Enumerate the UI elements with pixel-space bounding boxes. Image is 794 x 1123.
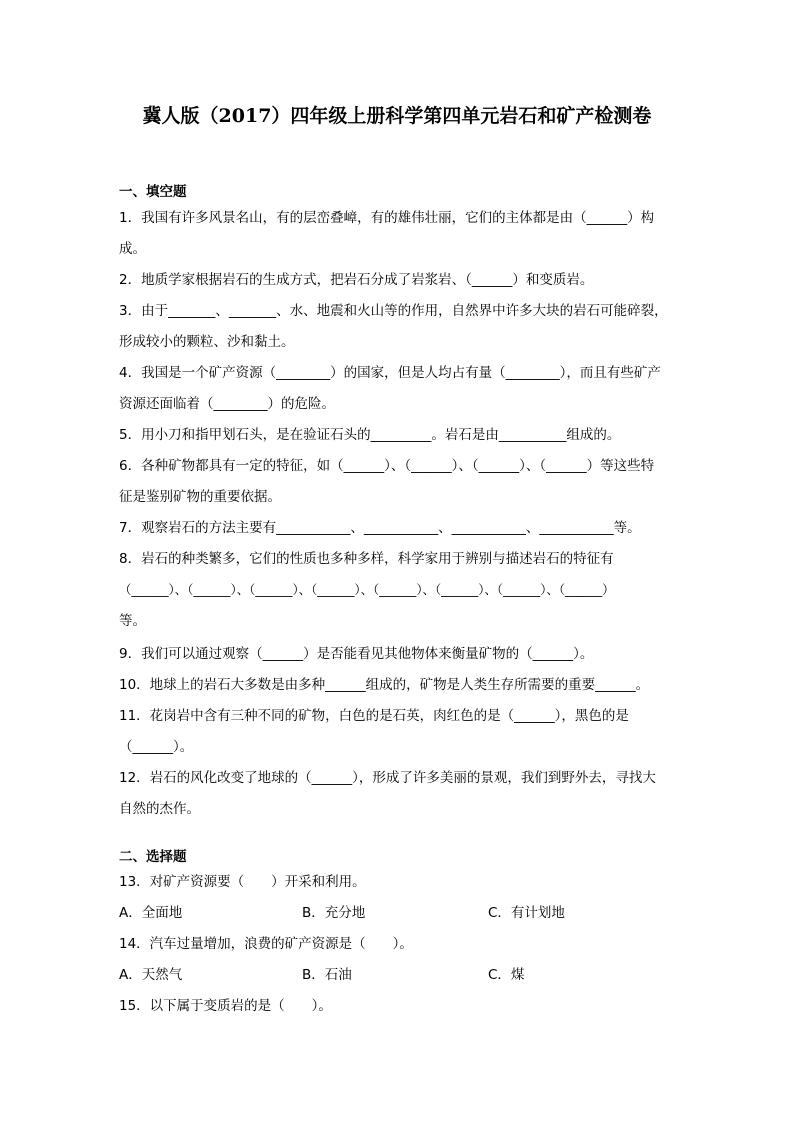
question-line: 3．由于_______、_______、水、地震和火山等的作用，自然界中许多大块的岩石可能碎裂， xyxy=(119,303,668,319)
question-line: 1．我国有许多风景名山，有的层峦叠嶂，有的雄伟壮丽，它们的主体都是由（______）构 xyxy=(119,210,655,226)
question-13: 13．对矿产资源要（ ）开采和利用。 xyxy=(119,874,366,890)
option-c: C．有计划地 xyxy=(488,905,565,921)
question-line: 征是鉴别矿物的重要依据。 xyxy=(119,489,281,505)
option-b: B．充分地 xyxy=(302,905,366,921)
question-line: 2．地质学家根据岩石的生成方式，把岩石分成了岩浆岩、（______）和变质岩。 xyxy=(119,272,594,288)
question-line: 成。 xyxy=(119,241,146,257)
question-14: 14．汽车过量增加，浪费的矿产资源是（ ）。 xyxy=(119,936,413,952)
question-line: 10．地球上的岩石大多数是由多种______组成的，矿物是人类生存所需要的重要______。 xyxy=(119,677,650,693)
option-b: B．石油 xyxy=(302,967,352,983)
question-line: 自然的杰作。 xyxy=(119,801,200,817)
option-a: A．天然气 xyxy=(119,967,183,983)
question-line: 资源还面临着（________）的危险。 xyxy=(119,396,335,412)
option-c: C．煤 xyxy=(488,967,525,983)
question-line: 形成较小的颗粒、沙和黏土。 xyxy=(119,334,295,350)
question-line: 7．观察岩石的方法主要有___________、___________、___________、___________等。 xyxy=(119,520,641,536)
question-line: （______）、（______）、（______）、（______）、（______）、（______）、（______）、（______） xyxy=(119,582,615,597)
question-line: 8．岩石的种类繁多，它们的性质也多种多样，科学家用于辨别与描述岩石的特征有 xyxy=(119,551,614,567)
question-line: 等。 xyxy=(119,613,146,629)
section-choice-heading: 二、选择题 xyxy=(119,849,187,865)
question-line: 4．我国是一个矿产资源（________）的国家，但是人均占有量（________），而且有些矿产 xyxy=(119,365,661,381)
question-line: 12．岩石的风化改变了地球的（______），形成了许多美丽的景观，我们到野外去，寻找大 xyxy=(119,770,656,786)
section-fill-blank-heading: 一、填空题 xyxy=(119,184,187,200)
page-title: 冀人版（2017）四年级上册科学第四单元岩石和矿产检测卷 xyxy=(142,105,652,127)
question-15: 15．以下属于变质岩的是（ ）。 xyxy=(119,998,332,1014)
question-line: 6．各种矿物都具有一定的特征，如（______）、（______）、（______）、（______）等这些特 xyxy=(119,458,655,474)
question-line: 9．我们可以通过观察（______）是否能看见其他物体来衡量矿物的（______）。 xyxy=(119,646,594,662)
question-line: （______）。 xyxy=(119,739,194,755)
question-line: 11．花岗岩中含有三种不同的矿物，白色的是石英，肉红色的是（______），黑色的是 xyxy=(119,708,629,724)
option-a: A．全面地 xyxy=(119,905,183,921)
question-line: 5．用小刀和指甲划石头，是在验证石头的_________。岩石是由__________组成的。 xyxy=(119,427,621,443)
